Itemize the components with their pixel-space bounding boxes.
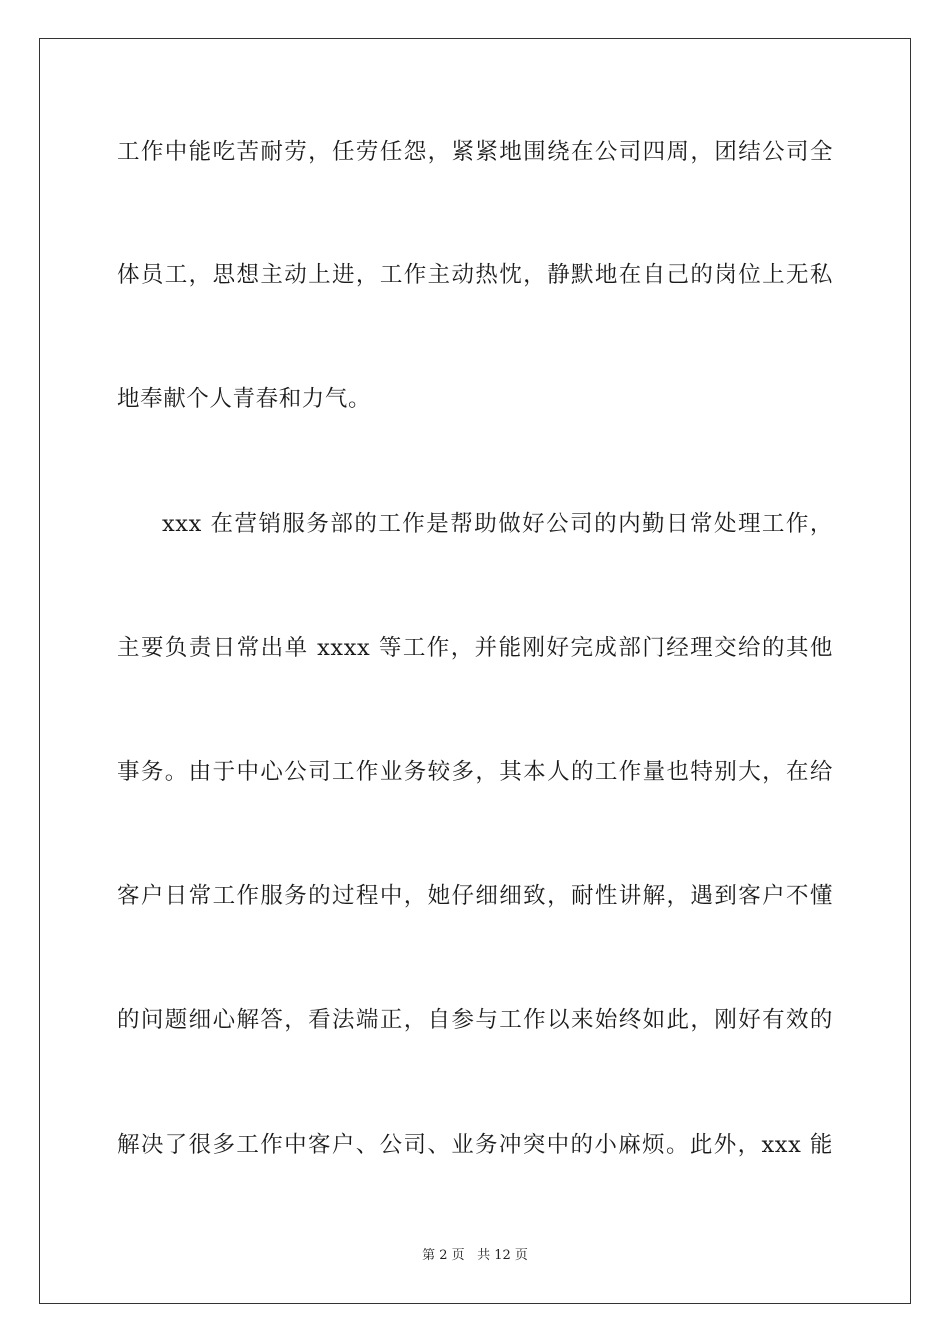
body-line-5: 主要负责日常出单 xxxx 等工作，并能刚好完成部门经理交给的其他 [117,635,833,661]
body-line-6: 事务。由于中心公司工作业务较多，其本人的工作量也特别大，在给 [117,759,833,785]
body-line-9: 解决了很多工作中客户、公司、业务冲突中的小麻烦。此外，xxx 能 [117,1132,833,1158]
body-line-1: 工作中能吃苦耐劳，任劳任怨，紧紧地围绕在公司四周，团结公司全 [117,139,833,165]
page-footer [0,1246,950,1266]
page-total: 共 12 页 [477,1248,528,1263]
body-line-3: 地奉献个人青春和力气。 [117,386,372,412]
body-line-7: 客户日常工作服务的过程中，她仔细细致，耐性讲解，遇到客户不懂 [117,883,833,909]
body-line-4: xxx 在营销服务部的工作是帮助做好公司的内勤日常处理工作， [162,511,833,537]
body-line-8: 的问题细心解答，看法端正，自参与工作以来始终如此，刚好有效的 [117,1007,833,1033]
body-line-2: 体员工，思想主动上进，工作主动热忱，静默地在自己的岗位上无私 [117,262,833,288]
page-frame [39,38,911,1304]
page-number: 第 2 页 [422,1248,465,1263]
